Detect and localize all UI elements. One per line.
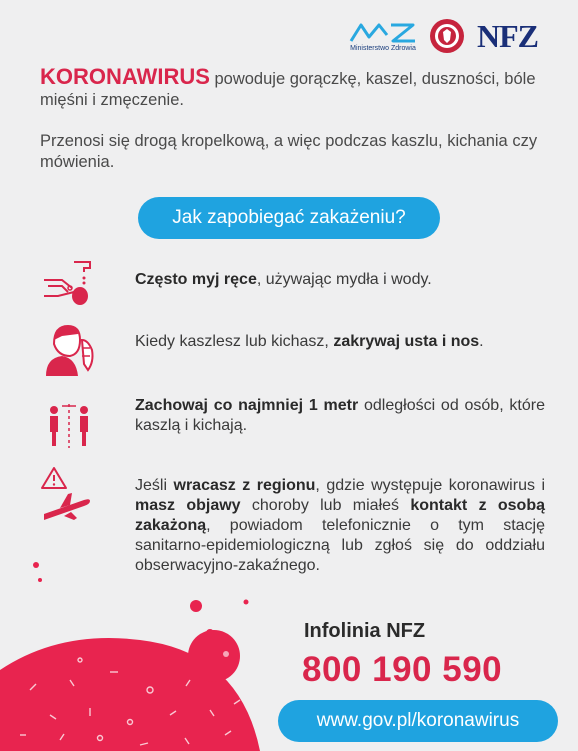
nfz-logo: NFZ [477, 17, 538, 54]
logo-bar [349, 14, 538, 58]
infoline-title: Infolinia NFZ [304, 620, 426, 642]
tip-cover-mouth-text [135, 332, 545, 352]
tip-travel-part7: , powiadom telefonicznie o tym stację sanitarno-epidemiologiczną lub zgłoś się do oddziału obserwacyjno-zakaźnego. [135, 517, 545, 574]
tip-distance-rest: odległości od osób, które kaszlą i kichają. [135, 397, 545, 434]
tip-distance [40, 396, 545, 456]
prevention-heading-pill: Jak zapobiegać zakażeniu? [138, 197, 440, 239]
virus-keyword: KORONAWIRUS [40, 64, 210, 89]
tip-handwash-bold: Często myj ręce [135, 271, 257, 288]
ministry-logo-label: Ministerstwo Zdrowia [350, 44, 416, 52]
tip-cover-mouth-end: . [479, 333, 484, 350]
intro-paragraph-2: Przenosi się drogą kropelkową, a więc podczas kaszlu, kichania czy mówienia. [40, 132, 538, 171]
distance-icon [40, 396, 100, 456]
tip-travel-part6: kontakt z osobą zakażoną [135, 497, 546, 534]
tip-travel-part4: masz objawy [135, 497, 241, 514]
virus-decoration-icon [0, 540, 280, 751]
tip-travel-part3: , gdzie występuje koronawirus i [315, 477, 546, 494]
tip-handwash-rest: , używając mydła i wody. [256, 271, 432, 288]
tip-distance-text [135, 396, 545, 436]
tip-cover-mouth-bold: zakrywaj usta i nos [333, 333, 480, 350]
sanepid-seal-icon [429, 18, 465, 54]
intro-text [40, 66, 550, 173]
handwash-icon [40, 258, 100, 318]
intro-paragraph-1 [40, 66, 550, 111]
intro-line-1: powoduje gorączkę, kaszel, duszności, bóle mięśni i zmęczenie. [40, 70, 536, 109]
tip-cover-mouth-lead: Kiedy kaszlesz lub kichasz, [135, 333, 334, 350]
tip-handwash [40, 258, 545, 318]
cough-icon [40, 318, 100, 378]
tip-travel-part1: Jeśli [135, 477, 174, 494]
tip-distance-bold: Zachowaj co najmniej 1 metr [135, 397, 359, 414]
tip-travel-part2: wracasz z regionu [173, 477, 316, 494]
tip-cover-mouth [40, 318, 545, 378]
ministry-logo-mark [349, 21, 417, 43]
travel-warning-icon [40, 466, 100, 526]
tip-handwash-text [135, 270, 545, 290]
tip-travel-part5: choroby lub miałeś [240, 497, 411, 514]
infoline-phone[interactable]: 800 190 590 [302, 650, 503, 689]
ministry-logo [349, 21, 417, 52]
website-link[interactable]: www.gov.pl/koronawirus [278, 700, 558, 742]
